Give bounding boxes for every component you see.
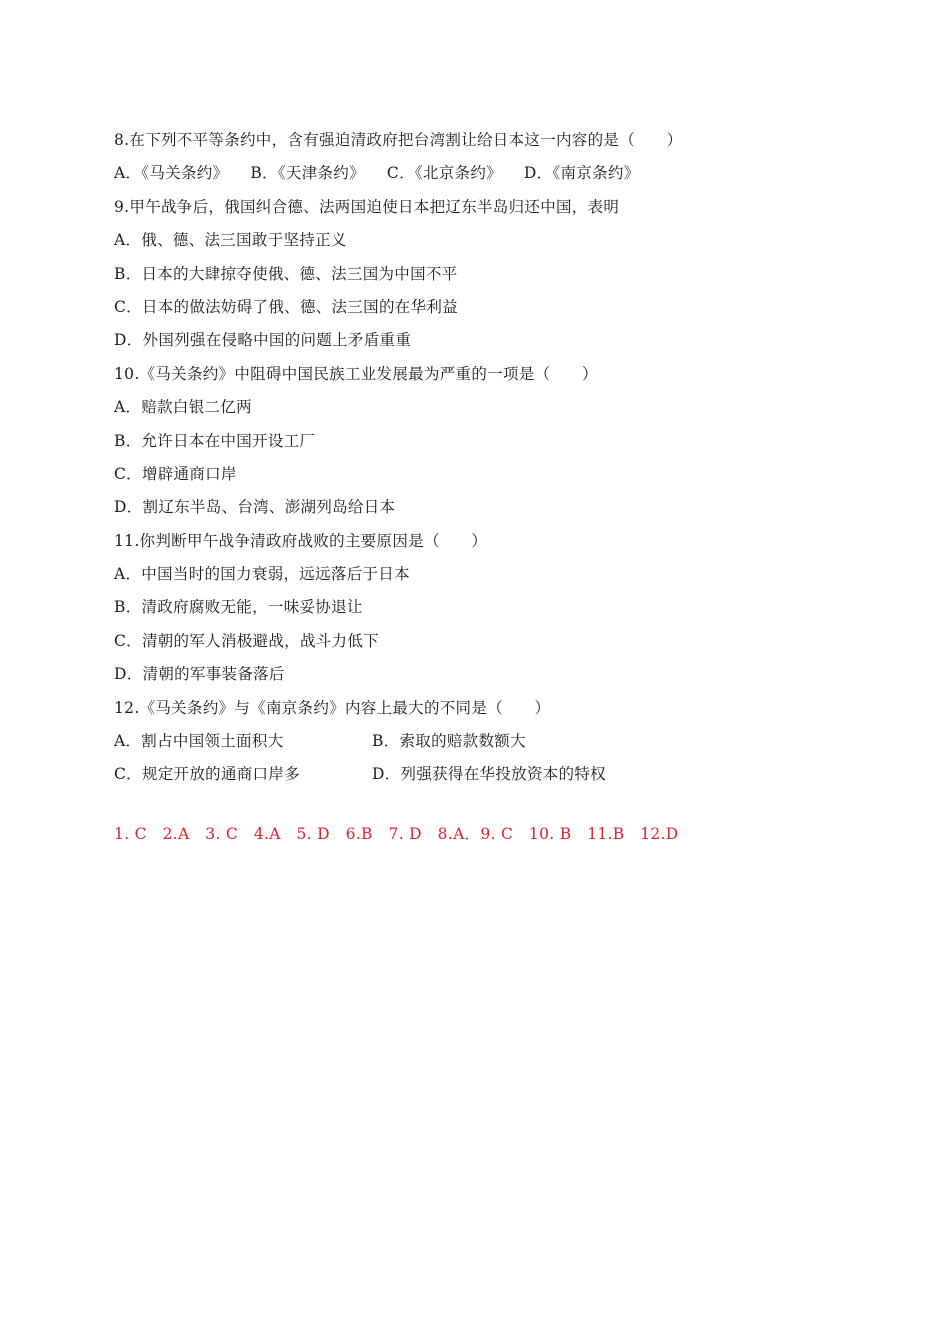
option-c: C．清朝的军人消极避战，战斗力低下 <box>114 631 379 650</box>
option-a: A．割占中国领土面积大 <box>114 732 284 751</box>
question-8-stem: 8.在下列不平等条约中，含有强迫清政府把台湾割让给日本这一内容的是（ ） <box>114 131 683 149</box>
option-d: D．外国列强在侵略中国的问题上矛盾重重 <box>114 331 412 350</box>
question-9-stem: 9.甲午战争后，俄国纠合德、法两国迫使日本把辽东半岛归还中国，表明 <box>114 197 620 216</box>
option-d: D．《南京条约》 <box>523 164 640 183</box>
question-10-stem: 10.《马关条约》中阻碍中国民族工业发展最为严重的一项是（ ） <box>114 364 598 383</box>
option-d: D．列强获得在华投放资本的特权 <box>372 765 606 784</box>
option-b: B．允许日本在中国开设工厂 <box>114 431 316 450</box>
option-b: B．清政府腐败无能，一味妥协退让 <box>114 598 363 617</box>
question-list <box>114 124 834 792</box>
option-b: B．索取的赔款数额大 <box>372 732 526 751</box>
option-a: A．《马关条约》 <box>114 164 229 183</box>
option-d: D．割辽东半岛、台湾、澎湖列岛给日本 <box>114 498 396 517</box>
option-d: D．清朝的军事装备落后 <box>114 665 285 684</box>
option-b: B．日本的大肆掠夺使俄、德、法三国为中国不平 <box>114 264 458 283</box>
option-a: A．中国当时的国力衰弱，远远落后于日本 <box>114 565 410 584</box>
question-12-options-row-2 <box>114 758 834 791</box>
question-12-options-row-1 <box>114 725 834 758</box>
option-b: B．《天津条约》 <box>250 164 365 183</box>
option-a: A．俄、德、法三国敢于坚持正义 <box>114 231 347 250</box>
option-a: A．赔款白银二亿两 <box>114 398 252 417</box>
option-c: C．日本的做法妨碍了俄、德、法三国的在华利益 <box>114 297 458 316</box>
option-c: C．增辟通商口岸 <box>114 464 237 483</box>
answer-key: 1. C 2.A 3. C 4.A 5. D 6.B 7. D 8.A．9. C 10. B 11.B 12.D <box>114 825 679 843</box>
option-c: C．规定开放的通商口岸多 <box>114 765 300 784</box>
option-c: C．《北京条约》 <box>386 164 502 183</box>
question-11-stem: 11.你判断甲午战争清政府战败的主要原因是（ ） <box>114 531 488 550</box>
question-8-options <box>114 157 834 190</box>
question-12-stem: 12.《马关条约》与《南京条约》内容上最大的不同是（ ） <box>114 698 551 717</box>
